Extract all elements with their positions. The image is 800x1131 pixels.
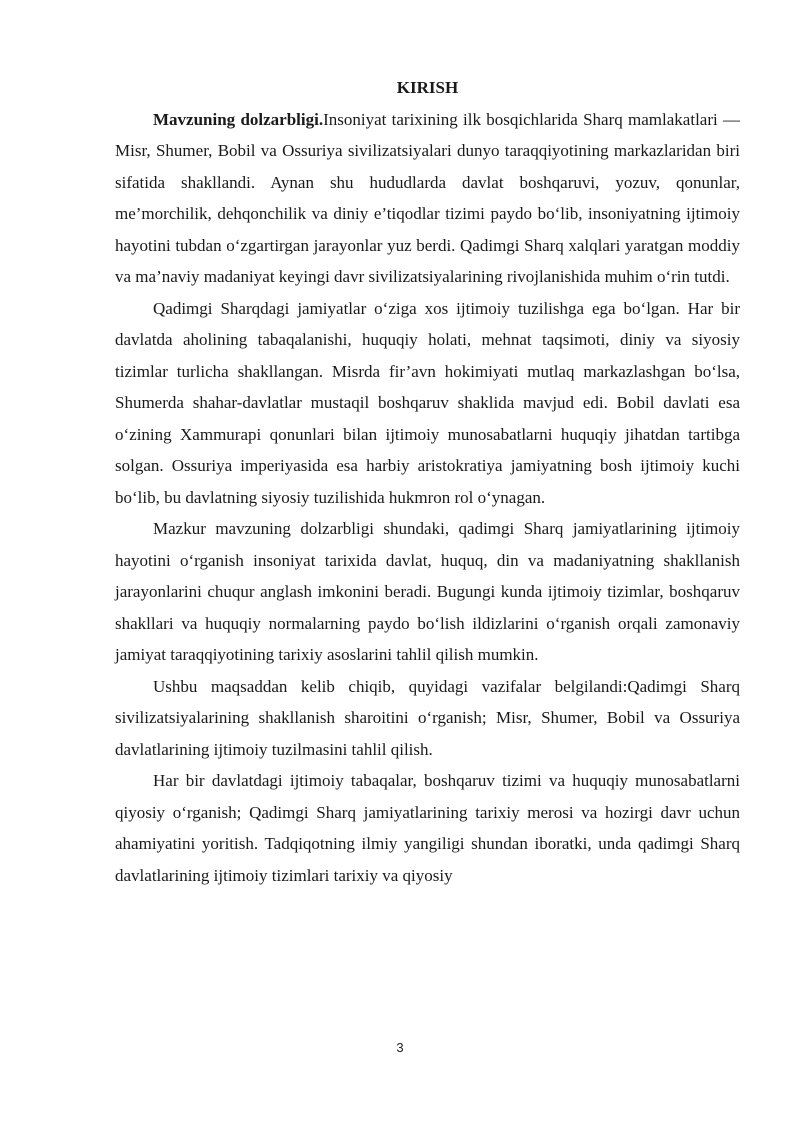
paragraph-5 xyxy=(115,765,740,891)
paragraph-1 xyxy=(115,104,740,293)
paragraph-text: Har bir davlatdagi ijtimoiy tabaqalar, boshqaruv tizimi va huquqiy munosabatlarni qiyosiy o‘rganish; Qadimgi Sharq jamiyatlarining tarixiy merosi va hozirgi davr uchun ahamiyatini yoritish. Tadqiqotning ilmiy yangiligi shundan iboratki, unda qadimgi Sharq davlatlarining ijtimoiy tizimlari tarixiy va qiyosiy xyxy=(115,771,740,885)
paragraph-lead: Mavzuning dolzarbligi. xyxy=(153,109,324,129)
paragraph-4 xyxy=(115,671,740,766)
section-title: KIRISH xyxy=(396,78,459,97)
page-content xyxy=(115,72,740,891)
page-number: 3 xyxy=(396,1040,404,1055)
paragraph-text: Ushbu maqsaddan kelib chiqib, quyidagi vazifalar belgilandi:Qadimgi Sharq sivilizatsiyalarining shakllanish sharoitini o‘rganish; Misr, Shumer, Bobil va Ossuriya davlatlarining ijtimoiy tuzilmasini tahlil qilish. xyxy=(115,676,740,759)
paragraph-text: Qadimgi Sharqdagi jamiyatlar o‘ziga xos ijtimoiy tuzilishga ega bo‘lgan. Har bir davlatda aholining tabaqalanishi, huquqiy holati, mehnat taqsimoti, diniy va siyosiy tizimlar turlicha shakllangan. Misrda fir’avn hokimiyati mutlaq markazlashgan bo‘lsa, Shumerda shahar-davlatlar mustaqil boshqaruv shaklida mavjud edi. Bobil davlati esa o‘zining Xammurapi qonunlari bilan ijtimoiy munosabatlarni huquqiy jihatdan tartibga solgan. Ossuriya imperiyasida esa harbiy aristokratiya jamiyatning bosh ijtimoiy kuchi bo‘lib, bu davlatning siyosiy tuzilishida hukmron rol o‘ynagan. xyxy=(115,298,740,507)
paragraph-3 xyxy=(115,513,740,671)
paragraph-text: Mazkur mavzuning dolzarbligi shundaki, qadimgi Sharq jamiyatlarining ijtimoiy hayotini o‘rganish insoniyat tarixida davlat, huquq, din va madaniyatning shakllanish jarayonlarini chuqur anglash imkonini beradi. Bugungi kunda ijtimoiy tizimlar, boshqaruv shakllari va huquqiy normalarning paydo bo‘lish ildizlarini o‘rganish orqali zamonaviy jamiyat taraqqiyotining tarixiy asoslarini tahlil qilish mumkin. xyxy=(115,519,740,664)
paragraph-text: Insoniyat tarixining ilk bosqichlarida Sharq mamlakatlari — Misr, Shumer, Bobil va Ossuriya sivilizatsiyalari dunyo taraqqiyotining markazlaridan biri sifatida shakllandi. Aynan shu hududlarda davlat boshqaruvi, yozuv, qonunlar, me’morchilik, dehqonchilik va diniy e’tiqodlar tizimi paydo bo‘lib, insoniyatning ijtimoiy hayotini tubdan o‘zgartirgan jarayonlar yuz berdi. Qadimgi Sharq xalqlari yaratgan moddiy va ma’naviy madaniyat keyingi davr sivilizatsiyalarining rivojlanishida muhim o‘rin tutdi. xyxy=(115,109,740,286)
paragraph-2 xyxy=(115,293,740,514)
